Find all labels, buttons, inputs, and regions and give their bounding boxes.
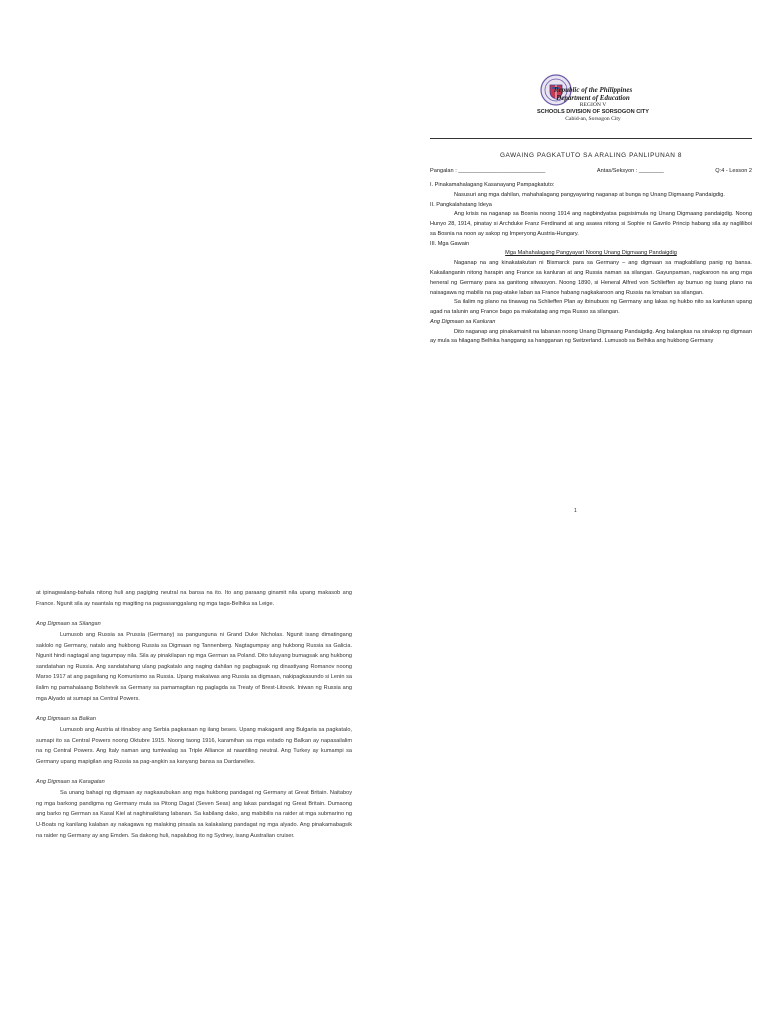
republic-text: Republic of the Philippines xyxy=(553,86,633,94)
overview-body: Ang krisis na naganap sa Bosnia noong 1914 ang nagbindyatsa pagsisimula ng Unang Digmaang pandaigdig. Noong Hunyo 28, 1914, pinatay si Archduke Franz Ferdinand at ang asawa nitong si Sophie ni Gavrilo Princip habang sila ay nagliliboi sa Bosnia na noon ay sakop ng Imperyong Austria-Hungary. xyxy=(430,211,752,237)
name-field: Pangalan : ____________________________ xyxy=(430,168,546,175)
east-front-heading: Ang Digmaan sa Silangan xyxy=(36,621,101,628)
balkan-front-heading: Ang Digmaan sa Balkan xyxy=(36,716,97,723)
sea-front-body: Sa unang bahagi ng digmaan ay nagkasubukan ang mga hukbong pandagat ng Germany at Great Britain. Naitaboy ng mga barkong pandigma ng Germany mula sa Pitong Dagat (Seven Seas) ang lakas pandagat ng Great Britain. Dumaong ang barko ng German sa Kasal Kiel at naghinaikitang labanan. Sa kabilang dako, ang mabibilis na raider at mga submarino ng U-Boats ng kanilang kalaban ay nakagawa ng malaking pinsala sa kalakalang pandagat ng mga alyado. Ang pinakamabagsik na raider ng Germany ay ang Emden. Sa dakong huli, napalubog ito ng Sydney, isang Australian cruiser. xyxy=(36,790,352,839)
worksheet-content xyxy=(430,150,752,347)
activities-heading: III. Mga Gawain xyxy=(430,240,470,247)
sea-front-heading: Ang Digmaan sa Karagatan xyxy=(36,779,105,786)
page-two xyxy=(36,588,352,841)
overview-heading: II. Pangkalahatang Ideya xyxy=(430,201,492,208)
school-header xyxy=(430,86,756,123)
activities-paragraph-1: Naganap na ang kinakatakutan ni Bismarck para sa Germany – ang digmaan sa magkabilang panig ng bansa. Kakailanganin nitong harapin ang France sa kanluran at ang Russia naman sa silangan. Gayunpaman, nagkaroon na ang mga heneral ng Germany para sa ganitong sitwasyon. Noong 1890, si Heneral Alfred von Schlieffen ay bumuo ng isang plano na naisagawa ng mabilis na pag-atake laban sa France habang nagkakaroon ang Russia na kmaban sa silangan. xyxy=(430,260,752,296)
section-field: Antas/Seksyon : ________ xyxy=(596,168,664,175)
quarter-label: Q:4 - Lesson 2 xyxy=(715,168,752,175)
address-text: Cabid-an, Sorsogon City xyxy=(565,116,621,122)
department-text: Department of Education xyxy=(556,94,630,102)
region-text: REGION V xyxy=(579,102,607,108)
division-text: SCHOOLS DIVISION OF SORSOGON CITY xyxy=(537,109,649,115)
activities-subtitle: Mga Mahahalagang Pangyayari Noong Unang Digmaang Pandaigdig xyxy=(505,250,677,257)
competency-body: Nasusuri ang mga dahilan, mahahalagang pangyayaring naganap at bunga ng Unang Digmaang Pandaigdig. xyxy=(454,191,725,198)
header-divider xyxy=(430,138,752,139)
page-number: 1 xyxy=(574,508,577,514)
east-front-body: Lumusob ang Russia sa Prussia (Germany) sa pangunguna ni Grand Duke Nicholas. Ngunit isang dimatingang saklolo ng Germany, natalo ang hukbong Russia sa Digmaan ng Tannenberg. Nagtagumpay ang hukbong Russia sa Galicia. Ngunit hindi nagtagal ang tagumpay nila. Sila ay pinakilapan ng mga German sa Poland. Dito tuluyang bumagsak ang hukbong sandatahan ng Russia. Ang sandatahang ulang pagkatalo ang naging dahilan ng pagbagsak ng dinastiyang Romanov noong Marso 1917 at ang pagsilang ng Komunismo sa Russia. Upang makaiwas ang Russia sa digmaan, nakipagkasundo si Lenin sa ilalim ng pamahalaang Bolshevik sa Germany sa pamamagitan ng paglagda sa Treaty of Brest-Litovsk. Iniwan ng Russia ang mga Alyado at sumapi sa Central Powers. xyxy=(36,631,352,702)
student-info-row xyxy=(430,167,752,177)
west-front-body: Dito naganap ang pinakamainit na labanan noong Unang Digmaang Pandaigdig. Ang balangkas na sinakop ng digmaan ay mula sa hilagang Belhika hanggang sa hangganan ng Switzerland. Lumusob sa Belhika ang hukbong Germany xyxy=(430,328,752,345)
worksheet-title: GAWAING PAGKATUTO SA ARALING PANLIPUNAN 8 xyxy=(499,152,683,159)
balkan-front-body: Lumusob ang Austria at itinaboy ang Serbia pagkaraan ng ilang beses. Upang makaganti ang Bulgaria sa pagkatalo, sumapi ito sa Central Powers noong Oktubre 1915. Noong taong 1916, karamihan sa mga estado ng Balkan ay napasailalim na ng Central Powers. Ang Italy naman ang tumiwalag sa Triple Alliance at naantiling neutral. Ang Turkey ay kumampi sa Germany upang mapigilan ang Russia sa pag-angkin sa kanyang bansa sa Dardanelles. xyxy=(36,726,352,765)
continued-paragraph: at ipinagwalang-bahala nitong huli ang pagiging neutral na bansa na ito. Ito ang paraang ginamit nila upang makasob ang France. Ngunit sila ay naantala ng magiting na pagsasanggalang ng mga taga-Belhika sa Leige. xyxy=(36,590,352,607)
competency-heading: I. Pinakamahalagang Kasanayang Pampagkatuto: xyxy=(430,181,555,188)
west-front-heading: Ang Digmaan sa Kanluran xyxy=(430,318,496,325)
activities-paragraph-2: Sa ilalim ng plano na tinawag na Schlieffen Plan ay ibinubuos ng Germany ang lakas ng hukbo nito sa kanluran upang agad na talunin ang France bago pa makatatag ang mga Russo sa silangan. xyxy=(430,299,752,316)
